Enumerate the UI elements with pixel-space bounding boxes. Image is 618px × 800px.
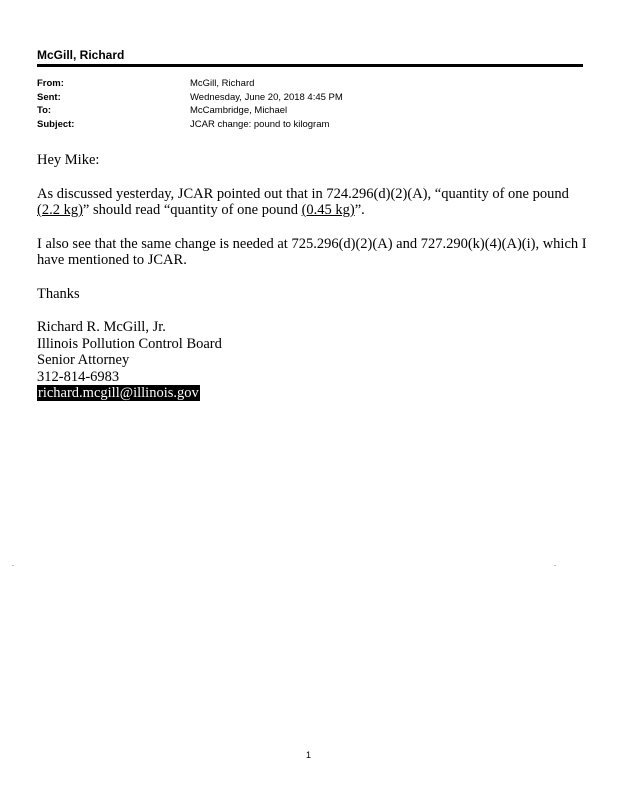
signature-name: Richard R. McGill, Jr. xyxy=(37,319,166,335)
paragraph-1-text-b: ” should read “quantity of one pound xyxy=(82,202,302,218)
header-divider xyxy=(37,64,583,67)
signature-title: Senior Attorney xyxy=(37,352,130,368)
from-label: From: xyxy=(37,78,64,89)
paragraph-1-text-c: ”. xyxy=(354,202,365,218)
sent-value: Wednesday, June 20, 2018 4:45 PM xyxy=(190,91,343,103)
sent-label: Sent: xyxy=(37,91,61,103)
underlined-value-kg-new: (0.45 kg) xyxy=(301,202,355,218)
subject-label: Subject: xyxy=(37,118,75,130)
email-body xyxy=(37,152,587,402)
subject-value: JCAR change: pound to kilogram xyxy=(190,118,330,130)
paragraph-1-text-a: As discussed yesterday, JCAR pointed out that in 724.296(d)(2)(A), “quantity of one pound xyxy=(37,185,569,202)
signature-email-link[interactable]: richard.mcgill@illinois.gov xyxy=(38,385,199,401)
sender-name-header: McGill, Richard xyxy=(37,48,125,62)
scan-speck xyxy=(12,565,14,566)
to-label: To: xyxy=(37,105,52,116)
scan-speck xyxy=(554,565,556,566)
closing: Thanks xyxy=(37,285,80,302)
signature-phone: 312-814-6983 xyxy=(37,368,120,385)
from-value: McGill, Richard xyxy=(190,78,255,89)
paragraph-1 xyxy=(37,186,587,219)
signature-block xyxy=(37,319,587,402)
to-value: McCambridge, Michael xyxy=(190,105,288,116)
page-number: 1 xyxy=(306,750,312,760)
signature-org: Illinois Pollution Control Board xyxy=(37,335,222,352)
greeting: Hey Mike: xyxy=(37,152,100,168)
underlined-value-kg-old: (2.2 kg) xyxy=(37,202,83,218)
paragraph-2: I also see that the same change is needed at 725.296(d)(2)(A) and 727.290(k)(4)(A)(i), which I have mentioned to JCAR. xyxy=(37,235,587,268)
